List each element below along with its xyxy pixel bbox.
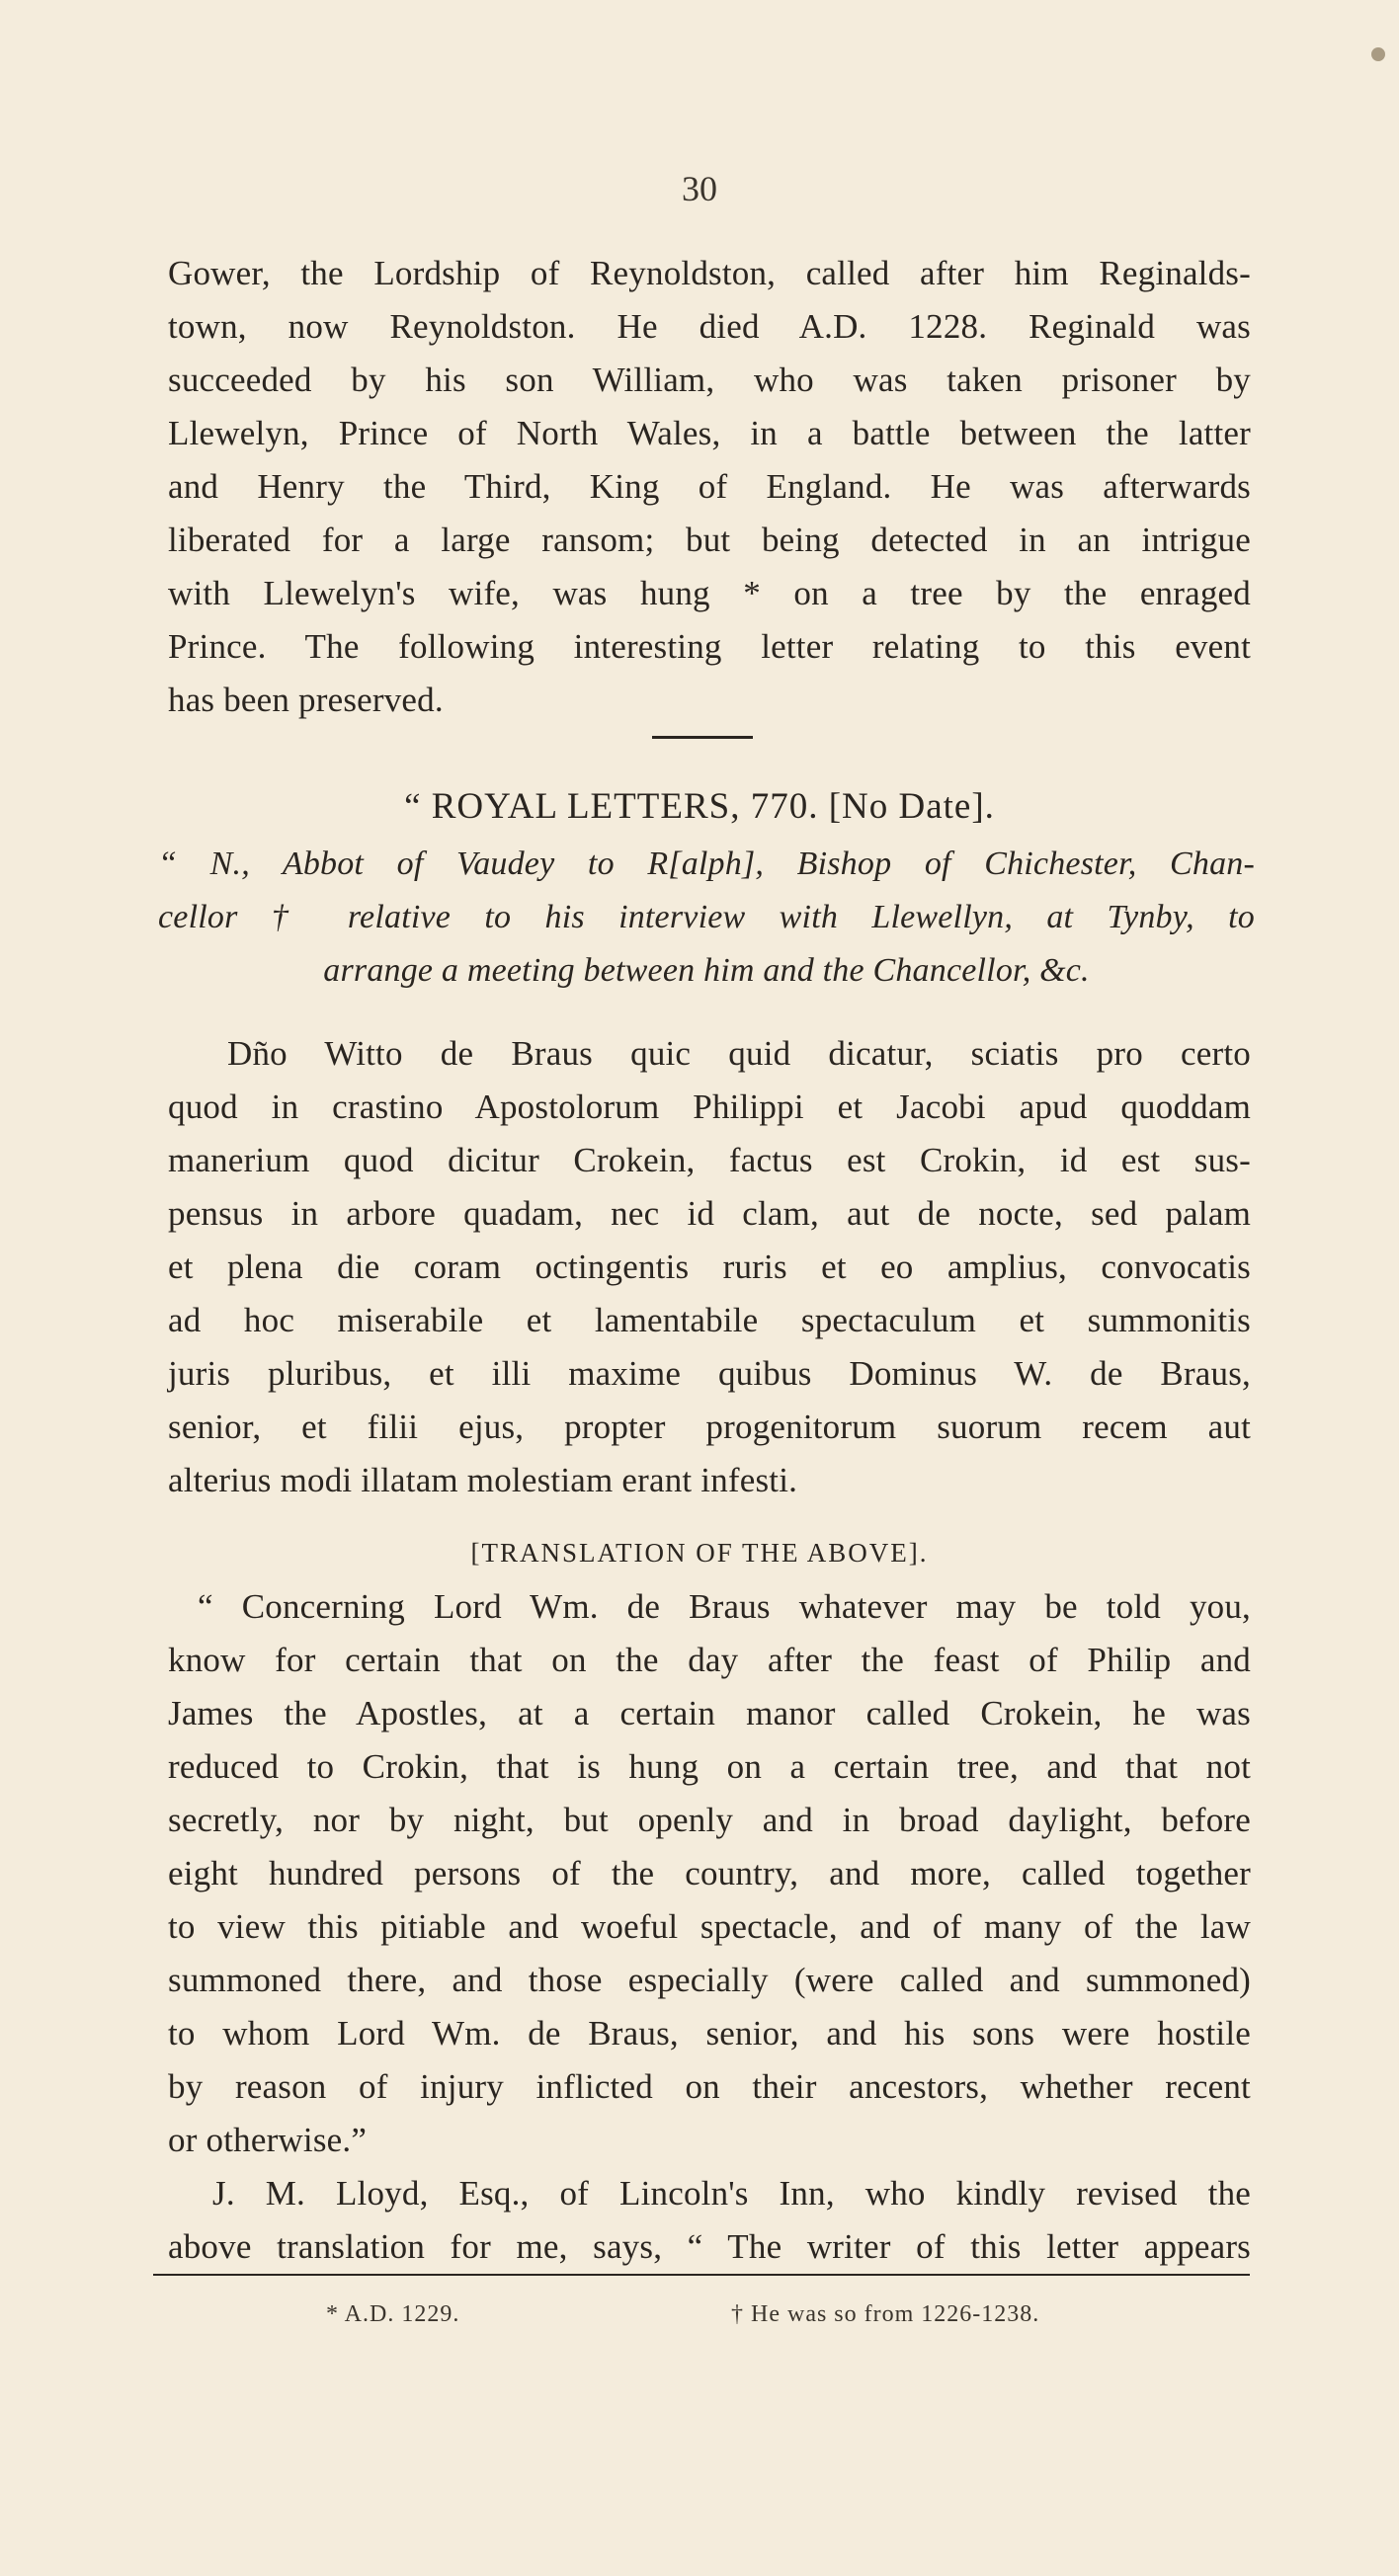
- letter-title: [158, 838, 1255, 998]
- footnote-1: * A.D. 1229.: [326, 2301, 460, 2327]
- text-line: has been preserved.: [168, 681, 444, 719]
- text-line: Llewelyn, Prince of North Wales, in a battle between the latter: [168, 414, 1251, 452]
- latin-text: [168, 1027, 1251, 1507]
- text-line: with Llewelyn's wife, was hung * on a tree by the enraged: [168, 574, 1251, 612]
- text-line: “ N., Abbot of Vaudey to R[alph], Bishop of Chichester, Chan-: [158, 845, 1255, 882]
- text-line: et plena die coram octingentis ruris et eo amplius, convocatis: [168, 1248, 1251, 1286]
- text-line: cellor † relative to his interview with Llewellyn, at Tynby, to: [158, 899, 1255, 935]
- translation-heading: [TRANSLATION OF THE ABOVE].: [470, 1538, 929, 1568]
- text-line: town, now Reynoldston. He died A.D. 1228. Reginald was: [168, 307, 1251, 346]
- text-line: and Henry the Third, King of England. He was afterwards: [168, 467, 1251, 506]
- text-line: to view this pitiable and woeful spectacle, and of many of the law: [168, 1907, 1251, 1946]
- translation-text: [168, 1580, 1251, 2167]
- text-line: liberated for a large ransom; but being detected in an intrigue: [168, 521, 1251, 559]
- text-line: manerium quod dicitur Crokein, factus est Crokin, id est sus-: [168, 1141, 1251, 1179]
- text-line: alterius modi illatam molestiam erant infesti.: [168, 1461, 798, 1499]
- text-line: ad hoc miserabile et lamentabile spectaculum et summonitis: [168, 1301, 1251, 1339]
- footnote-rule: [153, 2274, 1250, 2276]
- paragraph-1: [168, 247, 1251, 727]
- text-line: to whom Lord Wm. de Braus, senior, and his sons were hostile: [168, 2014, 1251, 2053]
- text-line: reduced to Crokin, that is hung on a certain tree, and that not: [168, 1747, 1251, 1786]
- text-line: J. M. Lloyd, Esq., of Lincoln's Inn, who kindly revised the: [212, 2174, 1251, 2213]
- text-line: senior, et filii ejus, propter progenitorum suorum recem aut: [168, 1408, 1251, 1446]
- text-line: Prince. The following interesting letter relating to this event: [168, 627, 1251, 666]
- text-line: pensus in arbore quadam, nec id clam, aut de nocte, sed palam: [168, 1194, 1251, 1233]
- paper-stain-mark: [1371, 47, 1385, 61]
- text-line: or otherwise.”: [168, 2121, 368, 2159]
- text-line: eight hundred persons of the country, and more, called together: [168, 1854, 1251, 1892]
- text-line: juris pluribus, et illi maxime quibus Dominus W. de Braus,: [168, 1354, 1251, 1393]
- text-line: arrange a meeting between him and the Chancellor, &c.: [323, 952, 1090, 989]
- text-line: by reason of injury inflicted on their ancestors, whether recent: [168, 2067, 1251, 2106]
- text-line: Dño Witto de Braus quic quid dicatur, sciatis pro certo: [227, 1034, 1251, 1073]
- text-line: succeeded by his son William, who was taken prisoner by: [168, 361, 1251, 399]
- text-line: James the Apostles, at a certain manor called Crokein, he was: [168, 1694, 1251, 1732]
- section-divider: [652, 736, 753, 739]
- text-line: Gower, the Lordship of Reynoldston, called after him Reginalds-: [168, 254, 1251, 292]
- footnote-2: † He was so from 1226-1238.: [731, 2301, 1040, 2327]
- closing-text: [168, 2167, 1251, 2274]
- text-line: quod in crastino Apostolorum Philippi et Jacobi apud quoddam: [168, 1087, 1251, 1126]
- text-line: know for certain that on the day after the feast of Philip and: [168, 1641, 1251, 1679]
- royal-letters-heading: “ ROYAL LETTERS, 770. [No Date].: [404, 786, 995, 827]
- text-line: “ Concerning Lord Wm. de Braus whatever may be told you,: [198, 1587, 1251, 1626]
- page-number: 30: [682, 169, 717, 208]
- text-line: summoned there, and those especially (were called and summoned): [168, 1961, 1251, 1999]
- text-line: above translation for me, says, “ The writer of this letter appears: [168, 2227, 1251, 2266]
- text-line: secretly, nor by night, but openly and in broad daylight, before: [168, 1801, 1251, 1839]
